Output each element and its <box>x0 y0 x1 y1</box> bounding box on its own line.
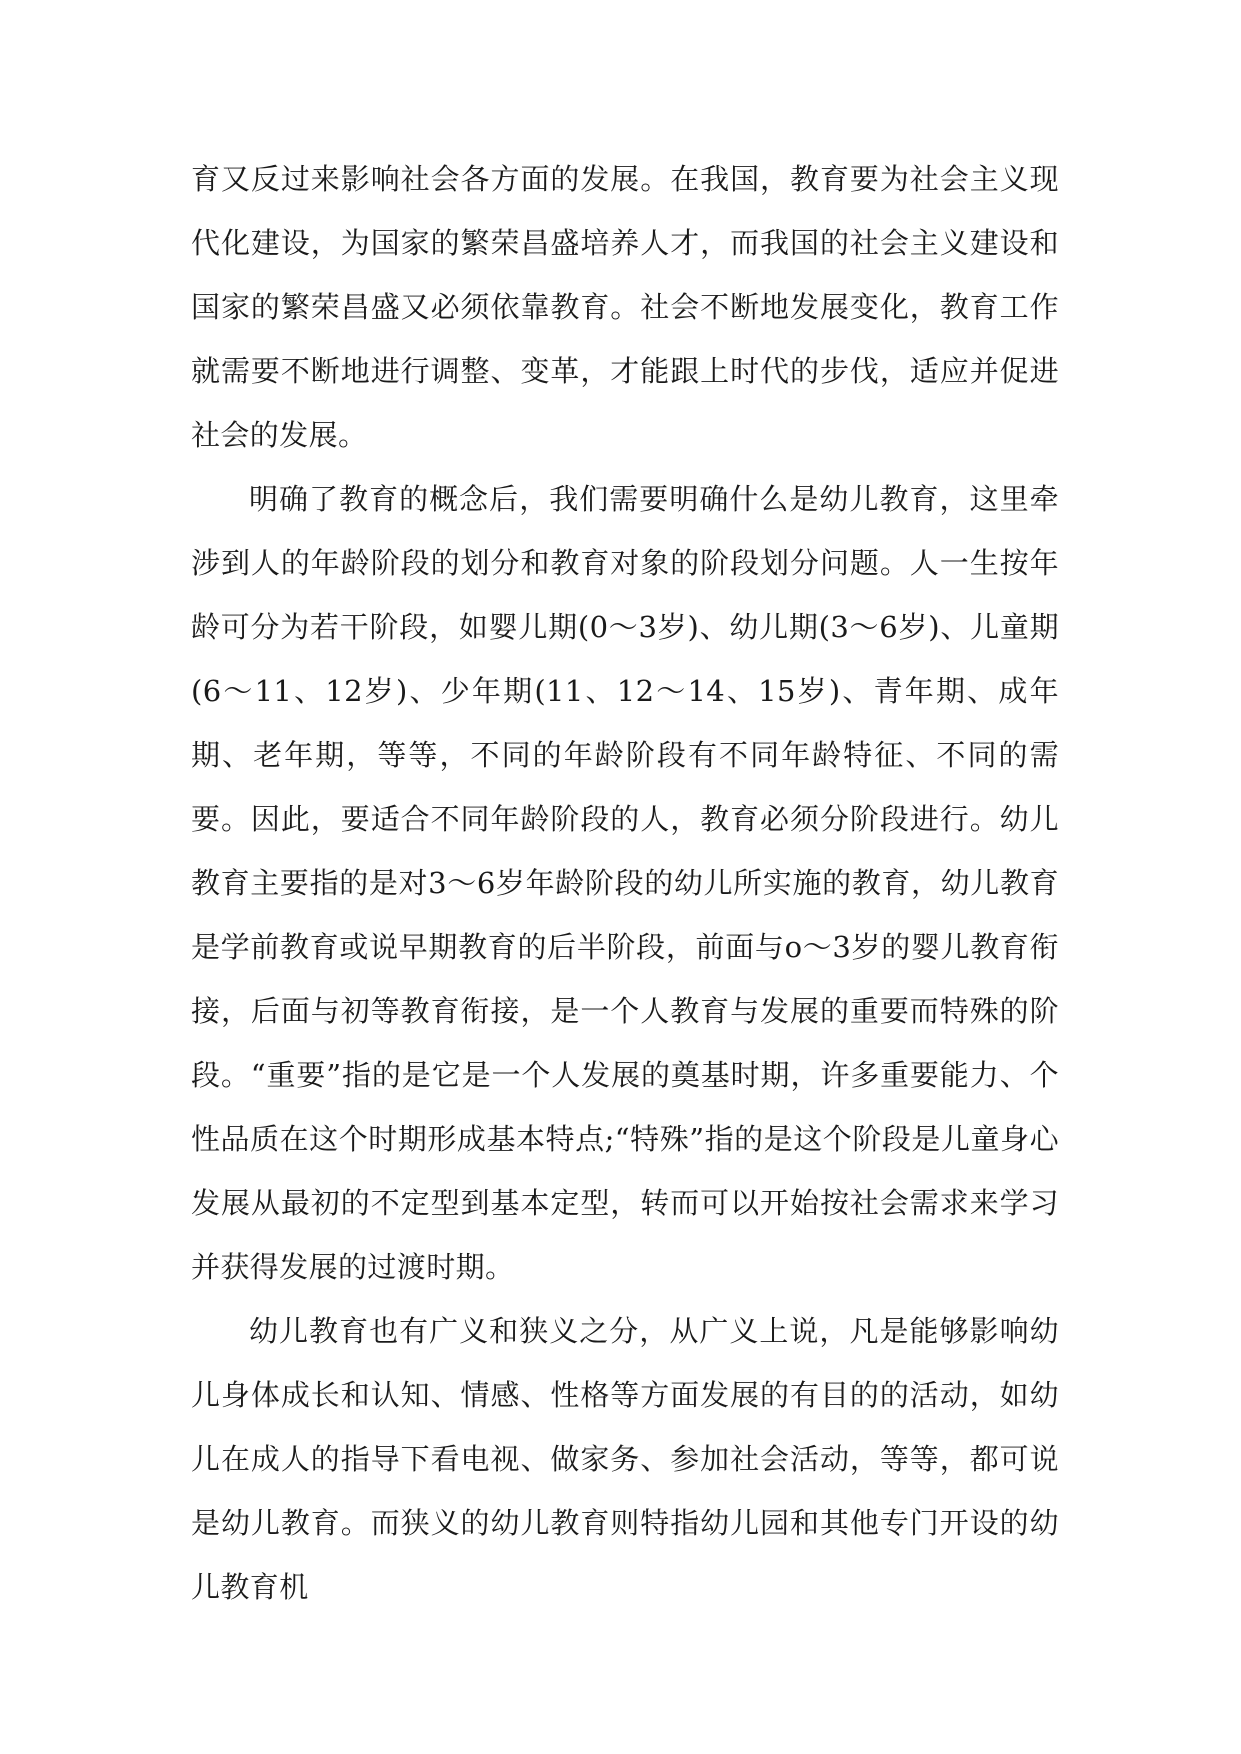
paragraph-3: 幼儿教育也有广义和狭义之分，从广义上说，凡是能够影响幼儿身体成长和认知、情感、性格等方面发展的有目的的活动，如幼儿在成人的指导下看电视、做家务、参加社会活动，等等，都可说是幼儿教育。而狭义的幼儿教育则特指幼儿园和其他专门开设的幼儿教育机 <box>191 1314 1059 1604</box>
paragraph-2: 明确了教育的概念后，我们需要明确什么是幼儿教育，这里牵涉到人的年龄阶段的划分和教育对象的阶段划分问题。人一生按年龄可分为若干阶段，如婴儿期(0～3岁)、幼儿期(3～6岁)、儿童期(6～11、12岁)、少年期(11、12～14、15岁)、青年期、成年期、老年期，等等，不同的年龄阶段有不同年龄特征、不同的需要。因此，要适合不同年龄阶段的人，教育必须分阶段进行。幼儿教育主要指的是对3～6岁年龄阶段的幼儿所实施的教育，幼儿教育是学前教育或说早期教育的后半阶段，前面与o～3岁的婴儿教育衔接，后面与初等教育衔接，是一个人教育与发展的重要而特殊的阶段。“重要”指的是它是一个人发展的奠基时期，许多重要能力、个性品质在这个时期形成基本特点;“特殊”指的是这个阶段是儿童身心发展从最初的不定型到基本定型，转而可以开始按社会需求来学习并获得发展的过渡时期。 <box>191 482 1059 1284</box>
document-body <box>191 147 1059 1619</box>
paragraph-1: 育又反过来影响社会各方面的发展。在我国，教育要为社会主义现代化建设，为国家的繁荣昌盛培养人才，而我国的社会主义建设和国家的繁荣昌盛又必须依靠教育。社会不断地发展变化，教育工作就需要不断地进行调整、变革，才能跟上时代的步伐，适应并促进社会的发展。 <box>191 162 1059 452</box>
